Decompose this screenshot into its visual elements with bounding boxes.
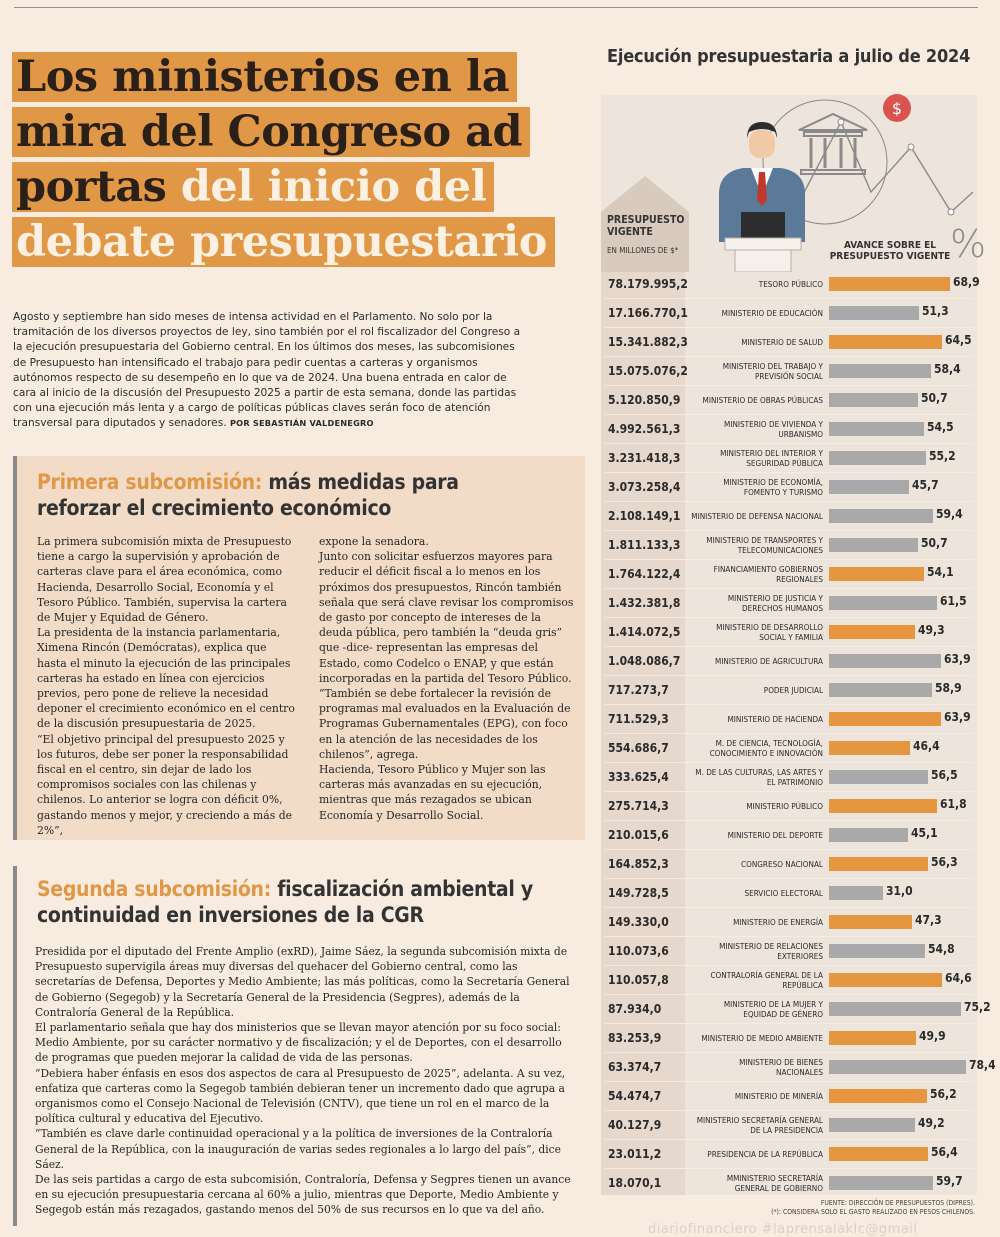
ministry-name: M. DE CIENCIA, TECNOLOGÍA, CONOCIMIENTO E INNOVACIÓN bbox=[709, 738, 823, 758]
section1-col2-p3: “También se debe fortalecer la revisión de programas mal evaluados en la Evaluación de Programas Gubernamentales (EPG), con foco en la atención de las necesidades de los chilenos”, agrega. bbox=[319, 687, 571, 761]
ministry-name: SERVICIO ELECTORAL bbox=[744, 887, 823, 898]
budget-header-unit: EN MILLONES DE $* bbox=[607, 246, 679, 255]
section2-p2: El parlamentario señala que hay dos ministerios que se llevan mayor atención por su foco social: Medio Ambiente, por su carácter normativo y de fiscalización; y el de Deportes, con el desarrollo de programas que pueden mejorar la calidad de vida de las personas. bbox=[35, 1021, 562, 1065]
progress-bar bbox=[829, 625, 915, 639]
chart-row bbox=[601, 386, 977, 415]
progress-bar bbox=[829, 712, 941, 726]
ministry-name: FINANCIAMIENTO GOBIERNOS REGIONALES bbox=[713, 564, 823, 584]
budget-amount: 17.166.770,1 bbox=[608, 306, 688, 320]
budget-amount: 1.048.086,7 bbox=[608, 654, 681, 668]
budget-amount: 4.992.561,3 bbox=[608, 422, 681, 436]
watermark: diariofinanciero #laprensalaklc@gmail bbox=[648, 1222, 918, 1237]
progress-value-label: 50,7 bbox=[921, 536, 948, 550]
ministry-name: M. DE LAS CULTURAS, LAS ARTES Y EL PATRIMONIO bbox=[695, 767, 823, 787]
chart-row bbox=[601, 299, 977, 328]
progress-bar bbox=[829, 1060, 966, 1074]
section1-columns bbox=[37, 534, 577, 838]
section1-title bbox=[37, 469, 497, 521]
progress-value-label: 46,4 bbox=[913, 739, 940, 753]
budget-amount: 149.330,0 bbox=[608, 915, 669, 929]
budget-amount: 83.253,9 bbox=[608, 1031, 662, 1045]
progress-bar bbox=[829, 335, 942, 349]
minister-figure bbox=[719, 122, 805, 272]
progress-bar bbox=[829, 1089, 927, 1103]
progress-bar bbox=[829, 1147, 928, 1161]
progress-bar bbox=[829, 306, 919, 320]
budget-amount: 110.057,8 bbox=[608, 973, 669, 987]
progress-value-label: 54,8 bbox=[928, 942, 955, 956]
section1-col2-p2: Junto con solicitar esfuerzos mayores para reducir el déficit fiscal a lo menos en los próximos dos presupuestos, Rincón también señala que será clave revisar los compromisos de gasto por concepto de intereses de la deuda pública, pero también la “deuda gris” que -dice- representan las empresas del Estado, como Codelco o ENAP, y que están incorporadas en la partida del Tesoro Público. bbox=[319, 550, 574, 685]
budget-amount: 149.728,5 bbox=[608, 886, 669, 900]
ministry-name: MINISTERIO DE ECONOMÍA, FOMENTO Y TURISMO bbox=[723, 477, 823, 497]
progress-bar bbox=[829, 538, 918, 552]
ministry-name: MINISTERIO DE OBRAS PÚBLICAS bbox=[702, 394, 823, 405]
budget-amount: 18.070,1 bbox=[608, 1176, 662, 1190]
progress-value-label: 51,3 bbox=[922, 304, 949, 318]
headline-line-2: mira del Congreso ad bbox=[12, 107, 530, 157]
ministry-name: MINISTERIO DE VIVIENDA Y URBANISMO bbox=[724, 419, 823, 439]
chart-row bbox=[601, 850, 977, 879]
ministry-name: MINISTERIO DE ENERGÍA bbox=[733, 916, 823, 927]
progress-value-label: 56,5 bbox=[931, 768, 958, 782]
progress-value-label: 49,9 bbox=[919, 1029, 946, 1043]
row-divider bbox=[605, 1197, 973, 1198]
ministry-name: MINISTERIO DE EDUCACIÓN bbox=[721, 307, 823, 318]
ministry-name: TESORO PÚBLICO bbox=[758, 278, 823, 289]
chart-row bbox=[601, 763, 977, 792]
chart-row bbox=[601, 589, 977, 618]
chart-row bbox=[601, 1140, 977, 1169]
progress-bar bbox=[829, 1176, 933, 1190]
ministry-name: MINISTERIO DE TRANSPORTES Y TELECOMUNICACIONES bbox=[706, 535, 823, 555]
headline bbox=[12, 50, 592, 270]
section2-p1: Presidida por el diputado del Frente Amplio (exRD), Jaime Sáez, la segunda subcomisión mixta de Presupuesto supervigila áreas muy diversas del quehacer del Gobierno central, como las secretarías de Defensa, Deportes y Medio Ambiente; las más políticas, como la Secretaría General de Gobierno (Segegob) y la Secretaría General de la Presidencia (Segpres), además de la Contraloría General de la República. bbox=[35, 945, 570, 1019]
ministry-name: MINISTERIO DE HACIENDA bbox=[727, 713, 823, 724]
budget-amount: 63.374,7 bbox=[608, 1060, 662, 1074]
ministry-name: PODER JUDICIAL bbox=[763, 684, 823, 695]
progress-value-label: 50,7 bbox=[921, 391, 948, 405]
progress-value-label: 47,3 bbox=[915, 913, 942, 927]
progress-value-label: 49,2 bbox=[918, 1116, 945, 1130]
progress-value-label: 64,6 bbox=[945, 971, 972, 985]
ministry-name: MINISTERIO PÚBLICO bbox=[746, 800, 823, 811]
ministry-name: MINISTERIO DE LA MUJER Y EQUIDAD DE GÉNERO bbox=[723, 999, 823, 1019]
progress-value-label: 63,9 bbox=[944, 710, 971, 724]
budget-amount: 110.073,6 bbox=[608, 944, 669, 958]
progress-value-label: 45,1 bbox=[911, 826, 938, 840]
budget-amount: 210.015,6 bbox=[608, 828, 669, 842]
progress-value-label: 56,3 bbox=[931, 855, 958, 869]
dollar-coin-icon bbox=[883, 94, 911, 122]
budget-amount: 1.811.133,3 bbox=[608, 538, 681, 552]
chart-row bbox=[601, 415, 977, 444]
chart-source bbox=[771, 1199, 975, 1216]
chart-row bbox=[601, 908, 977, 937]
chart-row bbox=[601, 734, 977, 763]
chart-row bbox=[601, 1053, 996, 1082]
chart-row bbox=[601, 995, 991, 1024]
progress-bar bbox=[829, 1031, 916, 1045]
budget-amount: 333.625,4 bbox=[608, 770, 669, 784]
progress-value-label: 63,9 bbox=[944, 652, 971, 666]
budget-amount: 711.529,3 bbox=[608, 712, 669, 726]
headline-line-3a: portas bbox=[16, 162, 167, 212]
budget-amount: 164.852,3 bbox=[608, 857, 669, 871]
headline-line-1: Los ministerios en la bbox=[12, 52, 517, 102]
progress-bar bbox=[829, 828, 908, 842]
progress-value-label: 75,2 bbox=[964, 1000, 991, 1014]
progress-bar bbox=[829, 654, 941, 668]
progress-bar bbox=[829, 567, 924, 581]
progress-bar bbox=[829, 770, 928, 784]
chart-row bbox=[601, 1024, 977, 1053]
progress-value-label: 78,4 bbox=[969, 1058, 996, 1072]
progress-value-label: 54,1 bbox=[927, 565, 954, 579]
chart-row bbox=[601, 1169, 977, 1198]
ministry-name: MINISTERIO DEL INTERIOR Y SEGURIDAD PÚBLICA bbox=[720, 448, 823, 468]
budget-amount: 275.714,3 bbox=[608, 799, 669, 813]
progress-header-line1: AVANCE SOBRE EL bbox=[843, 240, 936, 251]
progress-bar bbox=[829, 1118, 915, 1132]
headline-line-3b: del inicio del bbox=[180, 162, 487, 212]
trend-point bbox=[948, 209, 954, 215]
chart-row bbox=[601, 502, 977, 531]
chart-rows bbox=[601, 270, 996, 1198]
progress-bar bbox=[829, 683, 932, 697]
progress-bar bbox=[829, 509, 933, 523]
budget-amount: 1.432.381,8 bbox=[608, 596, 681, 610]
trend-point bbox=[838, 119, 844, 125]
bank-building-icon bbox=[799, 114, 867, 174]
chart-row bbox=[601, 531, 977, 560]
section1-col1 bbox=[37, 534, 295, 838]
chart-row bbox=[601, 821, 977, 850]
progress-value-label: 58,9 bbox=[935, 681, 962, 695]
chart-row bbox=[601, 705, 977, 734]
chart-row bbox=[601, 792, 977, 821]
ministry-name: CONTRALORÍA GENERAL DE LA REPÚBLICA bbox=[710, 970, 823, 990]
progress-value-label: 55,2 bbox=[929, 449, 956, 463]
section1-title-rest: más medidas para reforzar el crecimiento económico bbox=[37, 470, 459, 520]
ministry-name: MMINISTERIO SECRETARÍA GENERAL DE GOBIERNO bbox=[726, 1173, 823, 1193]
chart-row bbox=[601, 647, 977, 676]
progress-bar bbox=[829, 277, 950, 291]
progress-bar bbox=[829, 741, 910, 755]
progress-value-label: 58,4 bbox=[934, 362, 961, 376]
section2-title-rest: fiscalización ambiental y continuidad en inversiones de la CGR bbox=[37, 877, 533, 927]
budget-amount: 3.073.258,4 bbox=[608, 480, 681, 494]
section-segunda-subcomision bbox=[13, 866, 585, 1226]
ministry-name: MINISTERIO DE SALUD bbox=[741, 336, 823, 347]
section-primera-subcomision bbox=[13, 456, 585, 840]
budget-amount: 15.075.076,2 bbox=[608, 364, 688, 378]
ministry-name: CONGRESO NACIONAL bbox=[741, 858, 823, 869]
section1-col2-p1: expone la senadora. bbox=[319, 535, 429, 548]
section2-body bbox=[35, 944, 571, 1218]
progress-bar bbox=[829, 886, 883, 900]
budget-amount: 78.179.995,2 bbox=[608, 277, 688, 291]
chart-row bbox=[601, 1111, 977, 1140]
intro-text: Agosto y septiembre han sido meses de intensa actividad en el Parlamento. No solo por la tramitación de los diversos proyectos de ley, sino también por el rol fiscalizador del Congreso a la ejecución presupuestaria del Gobierno central. En los últimos dos meses, las subcomisiones de Presupuesto han intensificado el trabajo para pedir cuentas a carteras y organismos autónomos respecto de su desempeño en lo que va de 2024. Una buena entrada en calor de cara al inicio de la discusión del Presupuesto 2025 a partir de esta semana, donde las partidas con una ejecución más lenta y a cargo de políticas públicas claves serán foco de atención transversal para diputados y senadores. bbox=[13, 311, 521, 430]
budget-amount: 5.120.850,9 bbox=[608, 393, 681, 407]
progress-value-label: 61,8 bbox=[940, 797, 967, 811]
progress-bar bbox=[829, 393, 918, 407]
progress-value-label: 45,7 bbox=[912, 478, 939, 492]
section1-col1-p2: La presidenta de la instancia parlamentaria, Ximena Rincón (Demócratas), explica que hasta el minuto la ejecución de las principales carteras ha estado en línea con ejercicios previos, pero pone de relieve la necesidad deponer el crecimiento económico en el centro de la discusión presupuestaria de 2025. bbox=[37, 626, 295, 731]
progress-bar bbox=[829, 364, 931, 378]
chart-row bbox=[601, 270, 980, 299]
chart-row bbox=[601, 966, 977, 995]
ministry-name: PRESIDENCIA DE LA REPÚBLICA bbox=[707, 1148, 823, 1159]
ministry-name: MINISTERIO DE MEDIO AMBIENTE bbox=[701, 1032, 823, 1043]
percent-icon: % bbox=[950, 222, 987, 266]
ministry-name: MINISTERIO DEL DEPORTE bbox=[727, 829, 823, 840]
budget-header-line1: PRESUPUESTO bbox=[607, 214, 685, 226]
chart-row bbox=[601, 618, 977, 647]
intro-paragraph bbox=[13, 310, 528, 432]
chart-row bbox=[601, 328, 977, 357]
progress-value-label: 64,5 bbox=[945, 333, 972, 347]
budget-amount: 1.414.072,5 bbox=[608, 625, 681, 639]
progress-value-label: 68,9 bbox=[953, 275, 980, 289]
progress-bar bbox=[829, 480, 909, 494]
section2-title-accent: Segunda subcomisión: bbox=[37, 877, 271, 901]
progress-value-label: 49,3 bbox=[918, 623, 945, 637]
progress-bar bbox=[829, 944, 925, 958]
progress-value-label: 56,2 bbox=[930, 1087, 957, 1101]
chart-title: Ejecución presupuestaria a julio de 2024 bbox=[607, 46, 971, 67]
budget-amount: 3.231.418,3 bbox=[608, 451, 681, 465]
chart-row bbox=[601, 937, 977, 966]
progress-value-label: 59,4 bbox=[936, 507, 963, 521]
budget-amount: 54.474,7 bbox=[608, 1089, 662, 1103]
progress-bar bbox=[829, 422, 924, 436]
section2-title bbox=[37, 876, 537, 928]
progress-column-header bbox=[828, 240, 952, 262]
progress-value-label: 61,5 bbox=[940, 594, 967, 608]
section2-p3: “Debiera haber énfasis en esos dos aspectos de cara al Presupuesto de 2025”, adelanta. A su vez, enfatiza que carteras como la Segegob también debieran tener un incremento dado que agrupa a organismos como el Consejo Nacional de Televisión (CNTV), que tiene un rol en el marco de la política cultural y educativa del Ejecutivo. bbox=[35, 1066, 566, 1126]
section2-p5: De las seis partidas a cargo de esta subcomisión, Contraloría, Defensa y Segpres tienen un avance en su ejecución presupuestaria cercana al 60% a julio, mientras que Deporte, Medio Ambiente y Segegob están más rezagados, gastando menos del 50% de sus recursos en lo que va del año. bbox=[35, 1173, 571, 1217]
chart-row bbox=[601, 1082, 977, 1111]
svg-text:$: $ bbox=[891, 99, 903, 118]
ministry-name: MINISTERIO DE RELACIONES EXTERIORES bbox=[719, 941, 823, 961]
chart-row bbox=[601, 676, 977, 705]
ministry-name: MINISTERIO SECRETARÍA GENERAL DE LA PRESIDENCIA bbox=[696, 1115, 823, 1135]
progress-bar bbox=[829, 857, 928, 871]
ministry-name: MINISTERIO DE DEFENSA NACIONAL bbox=[691, 510, 823, 521]
progress-value-label: 56,4 bbox=[931, 1145, 958, 1159]
progress-bar bbox=[829, 799, 937, 813]
ministry-name: MINISTERIO DE DESARROLLO SOCIAL Y FAMILIA bbox=[716, 622, 823, 642]
chart-row bbox=[601, 473, 977, 502]
source-line1: FUENTE: DIRECCIÓN DE PRESUPUESTOS (DIPRES). bbox=[820, 1199, 975, 1207]
budget-amount: 2.108.149,1 bbox=[608, 509, 681, 523]
source-line2: (*): CONSIDERA SOLO EL GASTO REALIZADO EN PESOS CHILENOS. bbox=[771, 1207, 975, 1216]
budget-amount: 87.934,0 bbox=[608, 1002, 662, 1016]
ministry-name: MINISTERIO DE MINERÍA bbox=[734, 1090, 823, 1101]
progress-bar bbox=[829, 596, 937, 610]
chart-row bbox=[601, 357, 977, 386]
headline-line-4: debate presupuestario bbox=[12, 217, 555, 267]
section1-col2 bbox=[319, 534, 577, 838]
section1-col2-p4: Hacienda, Tesoro Público y Mujer son las carteras más avanzadas en su ejecución, mientras que más rezagados se ubican Economía y Desarrollo Social. bbox=[319, 763, 546, 822]
budget-amount: 717.273,7 bbox=[608, 683, 669, 697]
budget-header-line2: VIGENTE bbox=[607, 226, 653, 238]
budget-column-header bbox=[607, 214, 684, 257]
progress-bar bbox=[829, 973, 942, 987]
section1-col1-p3: “El objetivo principal del presupuesto 2025 y los futuros, debe ser poner la responsabilidad fiscal en el centro, sin dejar de lado los compromisos sociales con las chilenas y chilenos. Lo anterior se logra con déficit 0%, gastando menos y mejor, y creciendo a más de 2%”, bbox=[37, 732, 292, 837]
budget-amount: 554.686,7 bbox=[608, 741, 669, 755]
ministry-name: MINISTERIO DE JUSTICIA Y DERECHOS HUMANOS bbox=[727, 593, 823, 613]
budget-amount: 40.127,9 bbox=[608, 1118, 662, 1132]
trend-point bbox=[908, 144, 914, 150]
section1-col1-p1: La primera subcomisión mixta de Presupuesto tiene a cargo la supervisión y aprobación de carteras clave para el área económica, como Hacienda, Desarrollo Social, Economía y el Tesoro Público. También, supervisa la cartera de Mujer y Equidad de Género. bbox=[37, 535, 292, 625]
top-rule bbox=[14, 7, 978, 8]
chart-row bbox=[601, 560, 977, 589]
progress-value-label: 59,7 bbox=[936, 1174, 963, 1188]
section1-title-accent: Primera subcomisión: bbox=[37, 470, 263, 494]
progress-header-line2: PRESUPUESTO VIGENTE bbox=[829, 251, 951, 262]
budget-amount: 1.764.122,4 bbox=[608, 567, 681, 581]
progress-bar bbox=[829, 451, 926, 465]
progress-value-label: 54,5 bbox=[927, 420, 954, 434]
progress-bar bbox=[829, 915, 912, 929]
ministry-name: MINISTERIO DE AGRICULTURA bbox=[715, 655, 823, 666]
progress-value-label: 31,0 bbox=[886, 884, 913, 898]
budget-amount: 15.341.882,3 bbox=[608, 335, 688, 349]
byline: POR SEBASTIÁN VALDENEGRO bbox=[229, 418, 374, 429]
chart-row bbox=[601, 879, 977, 908]
section2-p4: “También es clave darle continuidad operacional y a la política de inversiones de la Contraloría General de la República, con la inauguración de varias sedes regionales a lo largo del país”, dice Sáez. bbox=[35, 1127, 561, 1171]
ministry-name: MINISTERIO DE BIENES NACIONALES bbox=[739, 1057, 823, 1077]
ministry-name: MINISTERIO DEL TRABAJO Y PREVISIÓN SOCIAL bbox=[722, 361, 823, 381]
progress-bar bbox=[829, 1002, 961, 1016]
chart-row bbox=[601, 444, 977, 473]
budget-amount: 23.011,2 bbox=[608, 1147, 662, 1161]
